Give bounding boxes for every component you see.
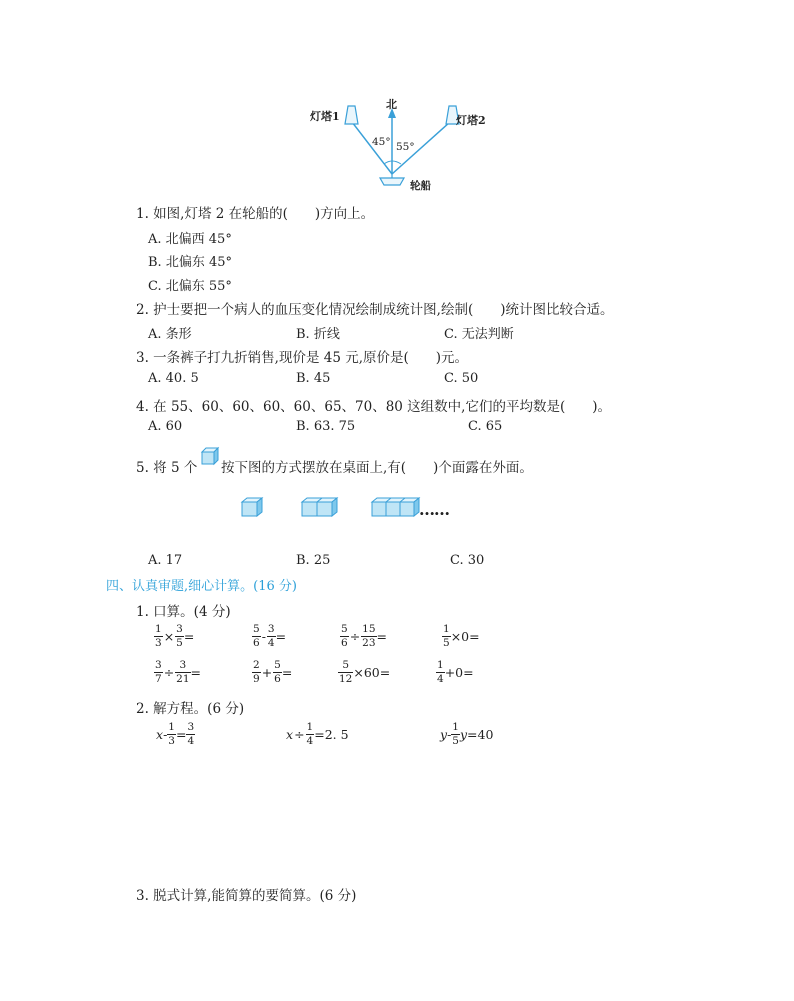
question-2: 2. 护士要把一个病人的血压变化情况绘制成统计图,绘制( )统计图比较合适。 [136,302,614,318]
equations-heading: 2. 解方程。(6 分) [136,701,245,717]
equation-3: y - $\frac{1}{5}$ y =40 [440,721,494,747]
cube-ellipsis: …… [419,500,449,519]
oral-item-8: $\frac{1}{4}$ +0= [437,659,474,685]
equation-2: x ÷ $\frac{1}{4}$ =2. 5 [286,721,349,747]
question-1: 1. 如图,灯塔 2 在轮船的( )方向上。 [136,206,375,222]
ship-label: 轮船 [410,180,431,192]
lighthouse2-label: 灯塔2 [456,114,486,127]
oral-item-5: $\frac{3}{7}$ ÷ $\frac{3}{21}$ = [155,659,202,685]
oral-item-6: $\frac{2}{9}$ + $\frac{5}{6}$ = [253,659,293,685]
cube-icon [200,446,220,466]
equation-1: x - $\frac{1}{3}$ = $\frac{3}{4}$ [156,721,195,747]
angle-left-label: 45° [372,136,391,148]
q2-option-c: C. 无法判断 [444,327,514,342]
q1-option-a: A. 北偏西 45° [148,232,232,247]
q2-option-b: B. 折线 [296,327,340,342]
q4-option-b: B. 63. 75 [296,419,356,434]
q1-option-b: B. 北偏东 45° [148,255,232,270]
two-cube-figure [300,496,340,518]
q3-option-b: B. 45 [296,371,331,386]
q1-option-c: C. 北偏东 55° [148,279,232,294]
one-cube-figure [240,496,264,518]
q3-option-c: C. 50 [444,371,479,386]
oral-item-7: $\frac{5}{12}$ ×60= [339,659,391,685]
question-5-part1: 5. 将 5 个 [136,460,198,476]
question-5-part2: 按下图的方式摆放在桌面上,有( )个面露在外面。 [221,460,533,476]
oral-item-1: $\frac{1}{3}$ × $\frac{3}{5}$ = [155,623,195,649]
north-label: 北 [386,98,397,111]
q5-option-b: B. 25 [296,553,331,568]
stepwise-calc-heading: 3. 脱式计算,能简算的要简算。(6 分) [136,888,357,904]
q5-option-a: A. 17 [148,553,183,568]
oral-item-4: $\frac{1}{5}$ ×0= [443,623,480,649]
q4-option-a: A. 60 [148,419,183,434]
oral-item-3: $\frac{5}{6}$ ÷ $\frac{15}{23}$ = [341,623,388,649]
question-4: 4. 在 55、60、60、60、60、65、70、80 这组数中,它们的平均数是( )。 [136,399,612,415]
oral-item-2: $\frac{5}{6}$ - $\frac{3}{4}$ = [253,623,287,649]
q2-option-a: A. 条形 [148,327,192,342]
oral-calc-heading: 1. 口算。(4 分) [136,604,231,620]
q3-option-a: A. 40. 5 [148,371,199,386]
q5-option-c: C. 30 [450,553,485,568]
question-3: 3. 一条裤子打九折销售,现价是 45 元,原价是( )元。 [136,350,469,366]
section-4-title: 四、认真审题,细心计算。(16 分) [106,579,297,594]
lighthouse1-label: 灯塔1 [310,110,340,123]
three-cube-figure [370,496,422,518]
angle-right-label: 55° [396,141,415,153]
q4-option-c: C. 65 [468,419,503,434]
